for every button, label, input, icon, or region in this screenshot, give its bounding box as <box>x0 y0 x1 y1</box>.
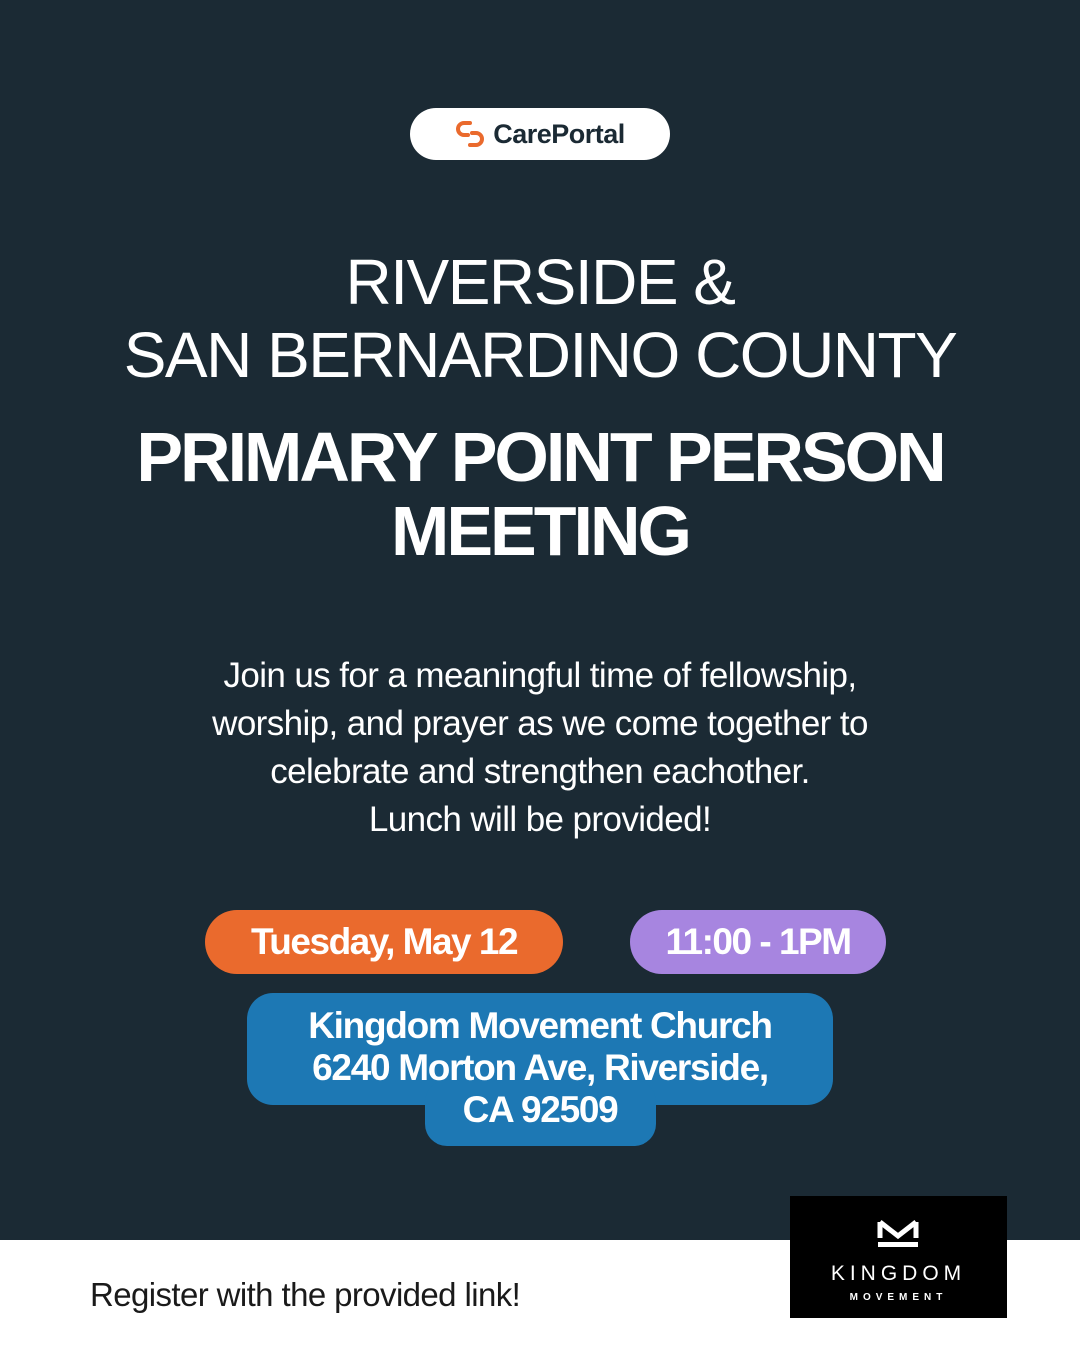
movement-subtitle: MOVEMENT <box>849 1292 948 1303</box>
venue-address-line-2: CA 92509 <box>462 1089 618 1130</box>
description-line-4: Lunch will be provided! <box>368 800 712 839</box>
careportal-logo-text: CarePortal <box>493 118 625 149</box>
kingdom-movement-logo-icon <box>876 1218 920 1250</box>
description-line-1: Join us for a meaningful time of fellowship, <box>223 656 857 695</box>
venue-name: Kingdom Movement Church <box>308 1005 772 1046</box>
venue-address-line-1: 6240 Morton Ave, Riverside, <box>312 1047 768 1088</box>
venue-text <box>247 1005 833 1131</box>
careportal-logo-icon <box>455 119 485 149</box>
event-description <box>90 652 990 844</box>
description-line-2: worship, and prayer as we come together to <box>212 704 868 743</box>
register-text: Register with the provided link! <box>90 1276 521 1313</box>
headline-line-2: MEETING <box>391 492 689 570</box>
description-line-3: celebrate and strengthen eachother. <box>270 752 810 791</box>
headline-line-1: PRIMARY POINT PERSON <box>136 418 944 496</box>
county-line-1: RIVERSIDE & <box>345 246 735 318</box>
kingdom-title: KINGDOM <box>830 1262 967 1285</box>
date-badge: Tuesday, May 12 <box>205 910 563 974</box>
kingdom-movement-logo <box>790 1196 1007 1318</box>
time-badge: 11:00 - 1PM <box>630 910 886 974</box>
county-line-2: SAN BERNARDINO COUNTY <box>123 319 957 391</box>
careportal-logo <box>410 108 670 160</box>
